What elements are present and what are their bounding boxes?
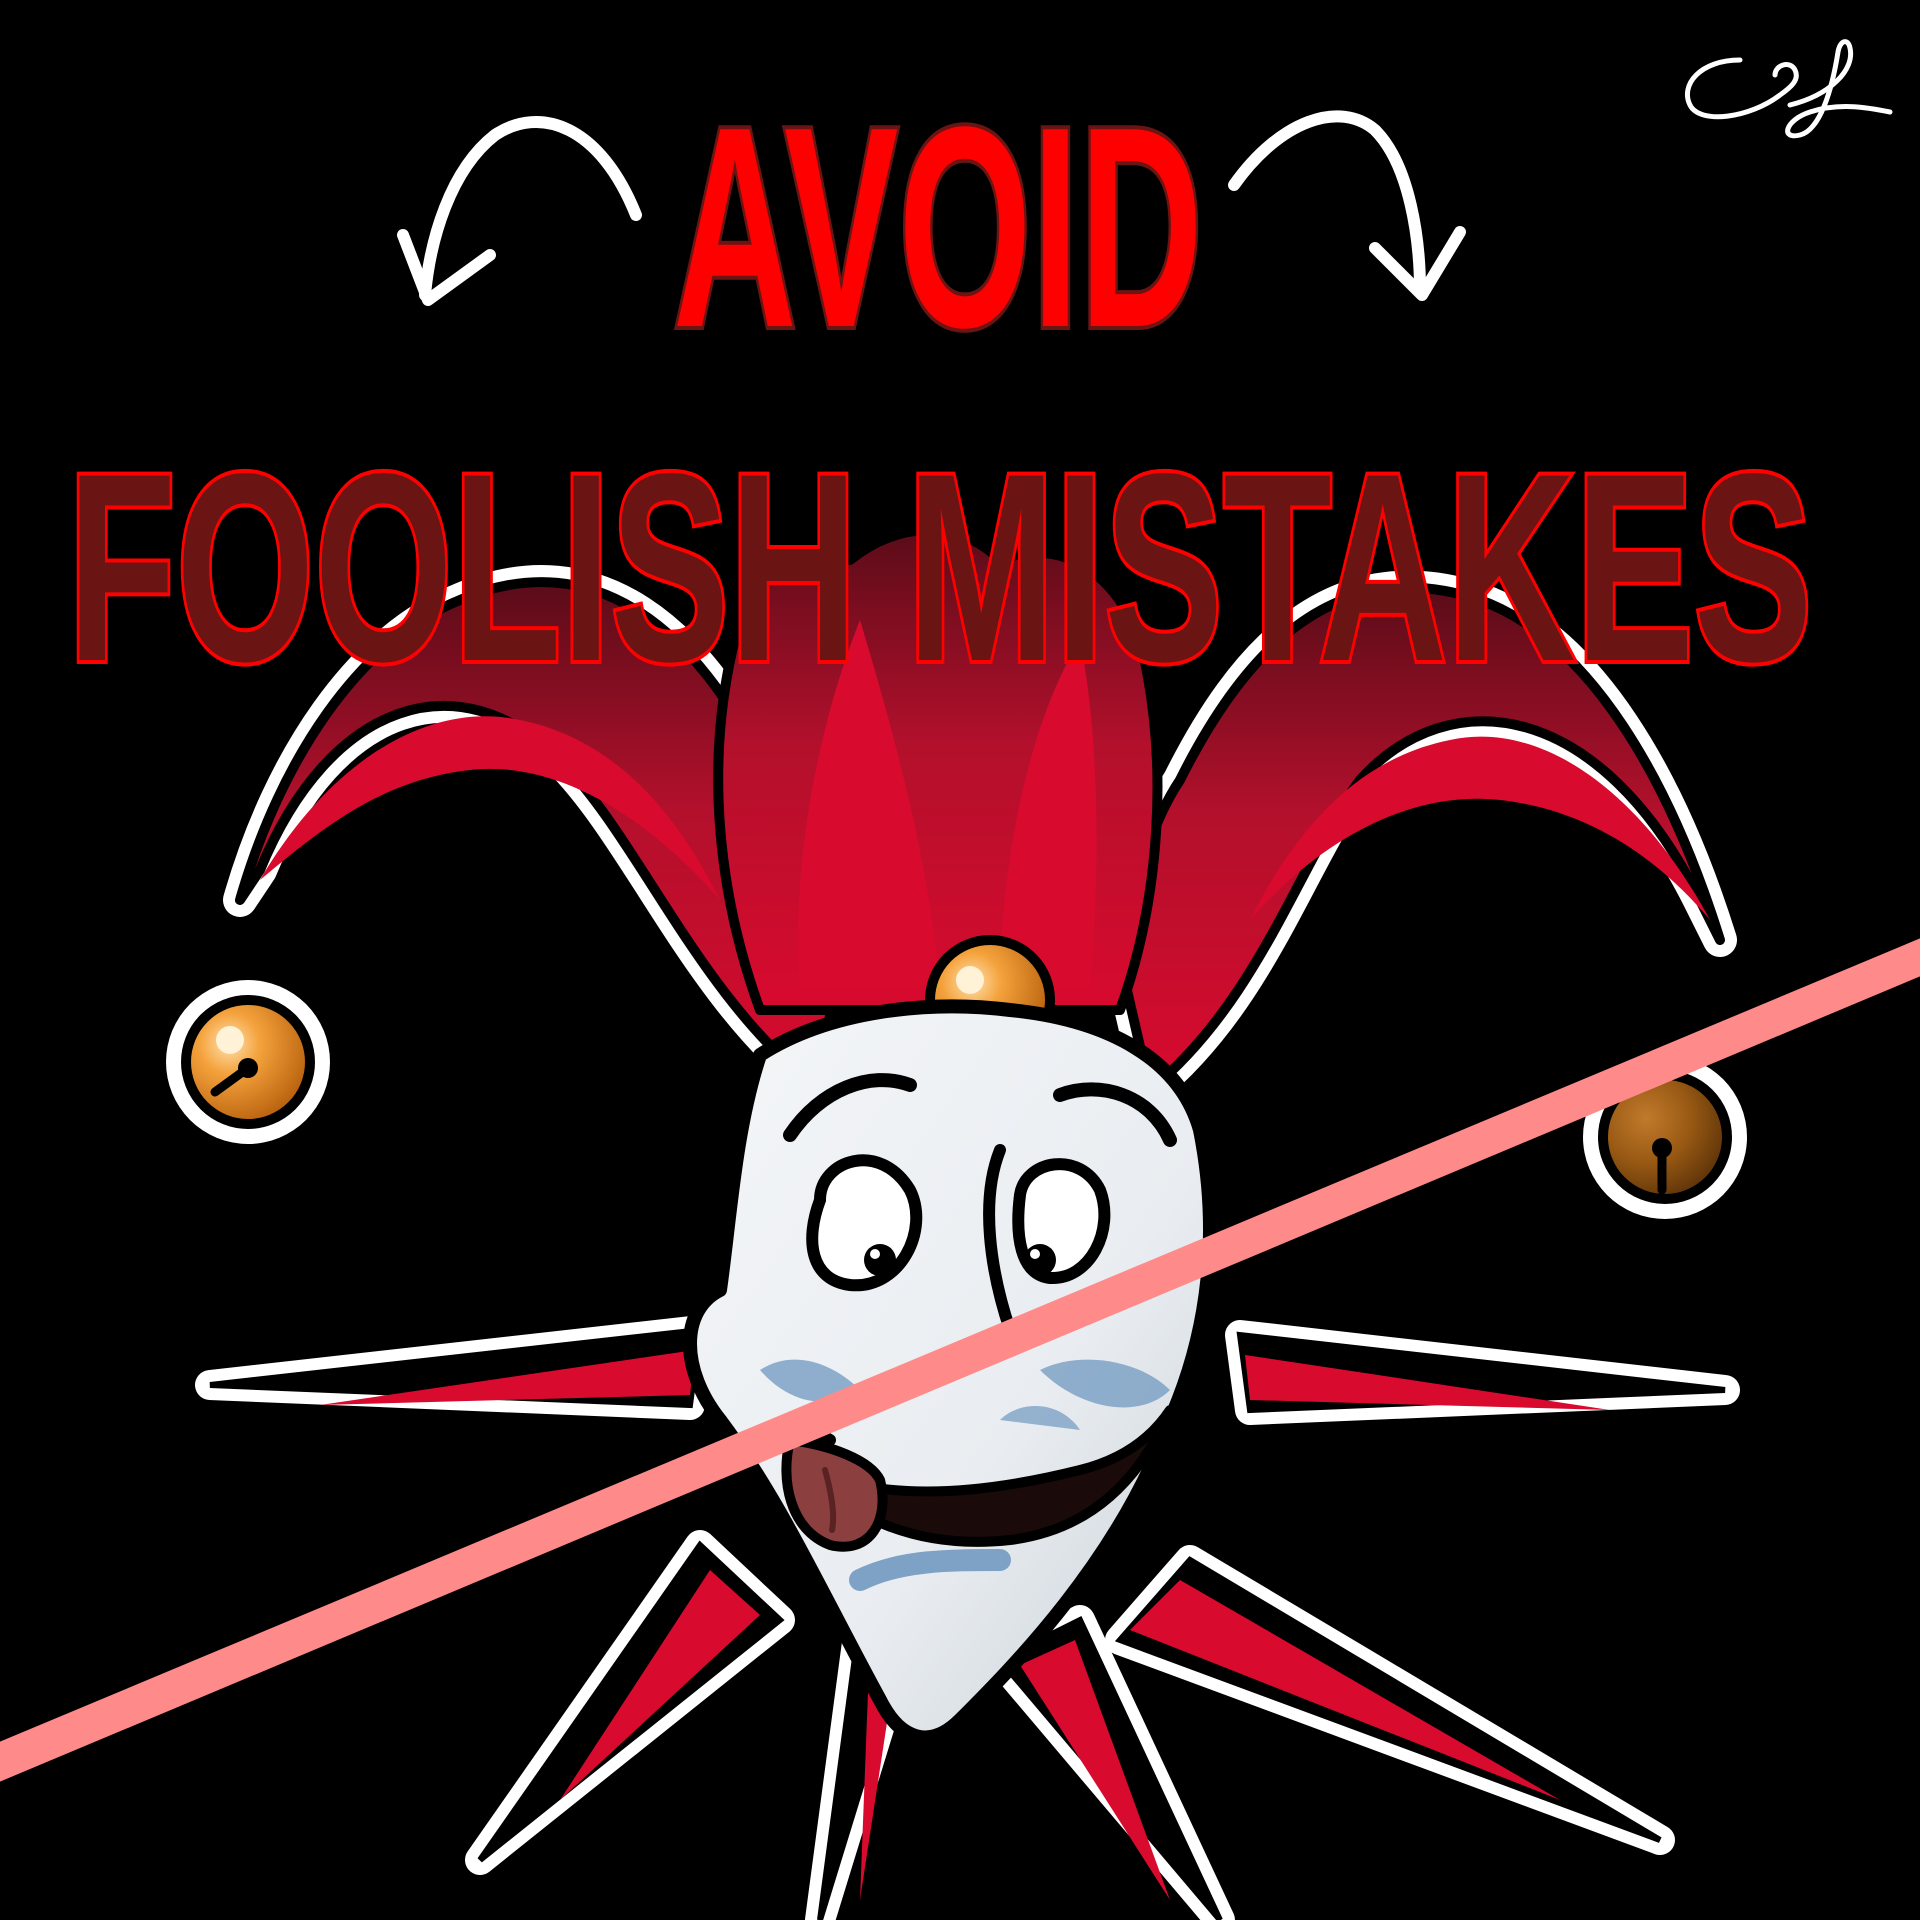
bell-left bbox=[166, 980, 330, 1144]
curved-arrow-right-icon bbox=[1234, 116, 1460, 295]
headline-foolish-mistakes: FOOLISH MISTAKES bbox=[67, 417, 1813, 717]
signature-icon bbox=[1687, 42, 1890, 136]
headline-avoid: AVOID bbox=[673, 67, 1203, 387]
curved-arrow-left-icon bbox=[403, 122, 636, 300]
